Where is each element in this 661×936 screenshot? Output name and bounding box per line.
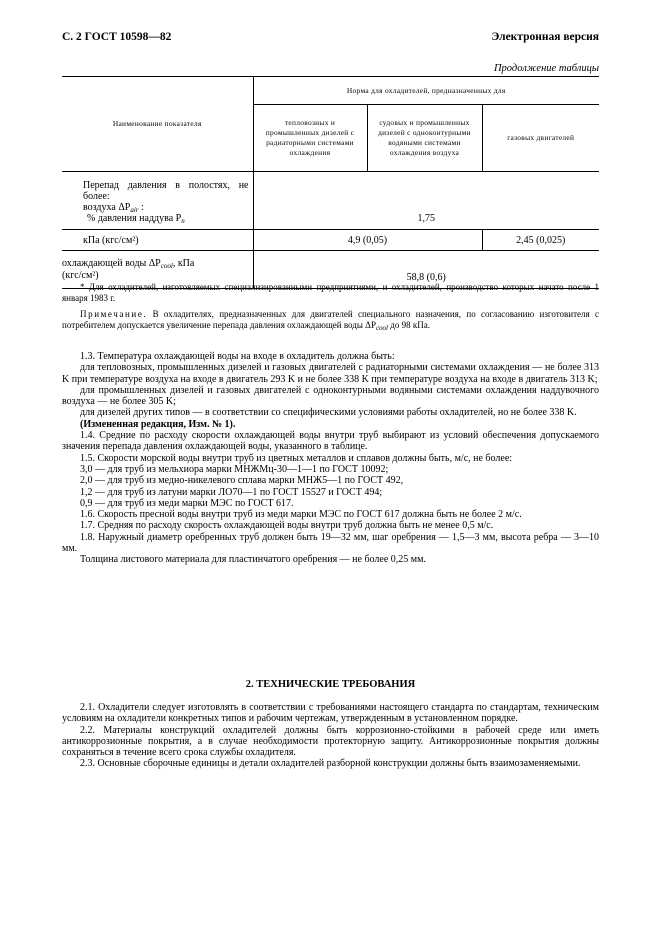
- paragraph: 1.5. Скорости морской воды внутри труб из цветных металлов и сплавов должны быть, м/с, не более:: [80, 452, 513, 464]
- row-label-cooling-unit: (кгс/см²): [62, 269, 99, 281]
- note-tail: до 98 кПа.: [388, 320, 430, 330]
- row-value-cooling: 58,8 (0,6): [253, 251, 599, 289]
- row-value-boost: 1,75: [253, 172, 599, 230]
- col-header-norm: Норма для охладителей, предназначенных для: [253, 77, 599, 105]
- row-label-boost-text: % давления наддува P: [87, 213, 182, 224]
- paragraph: Толщина листового материала для пластинчатого оребрения — не более 0,25 мм.: [80, 554, 426, 566]
- paragraph: для дизелей других типов — в соответствии со специфическими условиями работы охладителей, но не более 338 K.: [80, 407, 577, 419]
- table-row: [62, 172, 599, 230]
- row-label-air: [62, 202, 249, 213]
- col-header-locomotive: тепловозных и промышленных дизелей с радиаторными системами охлаждения: [253, 105, 367, 172]
- row-label-boost-sub: n: [181, 217, 185, 225]
- row-label-cooling-tail: , кПа: [172, 258, 195, 269]
- row-value-kpa-c: 2,45 (0,025): [482, 230, 599, 251]
- list-item: 1,2 — для труб из латуни марки ЛО70—1 по ГОСТ 15527 и ГОСТ 494;: [80, 486, 383, 498]
- row-label-boost: [83, 213, 249, 224]
- note: [62, 309, 599, 331]
- note-sub: cool: [375, 324, 389, 332]
- row-label-cooling-sub: cool: [160, 262, 173, 270]
- row-label-text: Перепад давления в полостях, не более:: [83, 180, 249, 202]
- paragraph: 1.3. Температура охлаждающей воды на входе в охладитель должна быть:: [80, 351, 395, 362]
- note-lead: Примечание.: [80, 309, 148, 319]
- table-row: [62, 230, 599, 251]
- list-item: 0,9 — для труб из меди марки МЭС по ГОСТ 617.: [80, 497, 294, 509]
- row-label-cooling-text: охлаждающей воды ΔP: [62, 258, 161, 269]
- paragraph: 2.1. Охладители следует изготовлять в соответствии с требованиями настоящего стандарта по стандартам, техническим условиям на охладители конкретных типов и рабочим чертежам, утвержденным в установленном порядке.: [62, 702, 599, 725]
- col-header-gas: газовых двигателей: [482, 105, 599, 172]
- header-doc-id: С. 2 ГОСТ 10598—82: [62, 31, 172, 43]
- row-label-air-text: воздуха ΔP: [83, 202, 131, 213]
- header-version: Электронная версия: [491, 31, 599, 43]
- row-label-air-tail: :: [138, 202, 144, 213]
- section-1-text: [62, 351, 599, 566]
- row-value-kpa-ab: 4,9 (0,05): [253, 230, 482, 251]
- paragraph: 1.7. Средняя по расходу скорость охлаждающей воды внутри труб должна быть не менее 0,5 м/с.: [80, 520, 494, 532]
- row-label-air-sub: air: [130, 206, 139, 214]
- table-continuation-label: Продолжение таблицы: [493, 63, 599, 74]
- paragraph: 2.2. Материалы конструкций охладителей должны быть коррозионно-стойкими в рабочей среде или иметь антикоррозионные покрытия, а в случае необходимости протекторную защиту. Антикоррозионные покрытия должны сохраняться в течение всего срока службы охладителя.: [62, 724, 599, 759]
- row-label-cooling-line: [62, 258, 251, 270]
- paragraph: 1.4. Средние по расходу скорости охлаждающей воды внутри труб выбирают из условий обеспечения допускаемого значения перепада давления охлаждающей воды, указанного в таблице.: [62, 430, 599, 453]
- row-label-pressure-drop: [62, 172, 253, 230]
- note-text: В охладителях, предназначенных для двигателей специального назначения, по согласованию изготовителя с потребителем допускается увеличение перепада давления охлаждающей воды ΔP: [62, 309, 599, 330]
- norm-table: [62, 76, 599, 289]
- paragraph: 1.8. Наружный диаметр оребренных труб должен быть 19—32 мм, шаг оребрения — 1,5—3 мм, высота ребра — 3—10 мм.: [62, 531, 599, 555]
- row-label-kpa: кПа (кгс/см²): [62, 230, 253, 251]
- list-item: 3,0 — для труб из мельхиора марки МНЖМц-30—1—1 по ГОСТ 10092;: [80, 463, 389, 475]
- list-item: 2,0 — для труб из медно-никелевого сплава марки МНЖ5—1 по ГОСТ 492,: [80, 475, 404, 487]
- col-header-marine: судовых и промышленных дизелей с одноконтурными водяными системами охлаждения воздуха: [367, 105, 482, 172]
- paragraph: 1.6. Скорость пресной воды внутри труб из меди марки МЭС по ГОСТ 617 должна быть не более 2 м/с.: [80, 509, 522, 521]
- paragraph: для промышленных дизелей и газовых двигателей с одноконтурными водяными системами охлаждения наддувочного воздуха — не более 305 K;: [62, 384, 599, 408]
- footnote: * Для охладителей, изготовляемых специализированными предприятиями, и охладителей, производство которых начато после 1 января 1983 г.: [62, 282, 599, 303]
- paragraph: 2.3. Основные сборочные единицы и детали охладителей разборной конструкции должны быть взаимозаменяемыми.: [80, 758, 581, 770]
- section-title: 2. ТЕХНИЧЕСКИЕ ТРЕБОВАНИЯ: [245, 679, 416, 690]
- section-2-text: [62, 702, 599, 770]
- revision-note: (Измененная редакция, Изм. № 1).: [80, 418, 236, 430]
- col-header-name: Наименование показателя: [62, 77, 253, 172]
- paragraph: для тепловозных, промышленных дизелей и газовых двигателей с радиаторными системами охлаждения — не более 313 K при температуре воздуха на входе в двигатель 293 K и не более 338 K при температуре воздуха на входе в двигатель 313 K;: [62, 362, 599, 385]
